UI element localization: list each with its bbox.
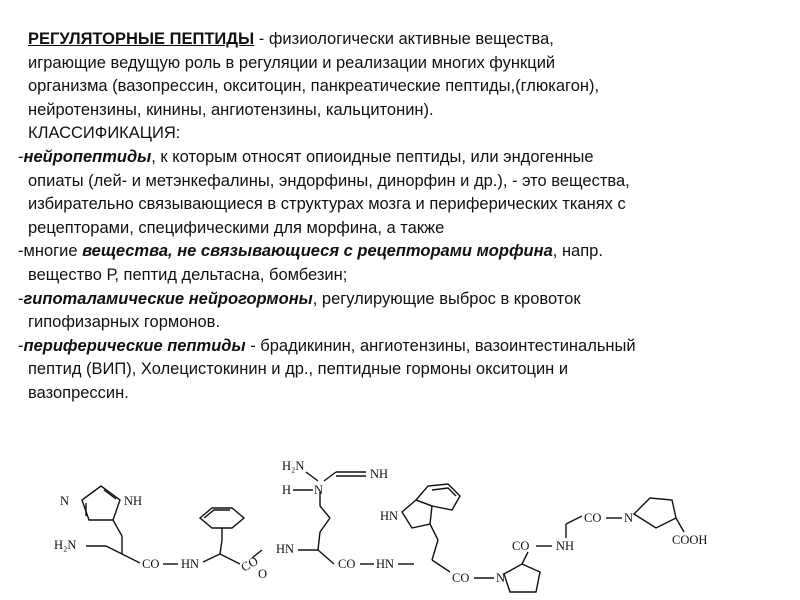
atom-label-co-1: CO: [142, 557, 160, 571]
bond: [566, 516, 582, 524]
neuropeptides-line-4: рецепторами, специфическими для морфина, а также: [28, 218, 445, 237]
bond: [104, 490, 116, 499]
atom-label-co-5: CO: [512, 539, 530, 553]
atom-label-hn-3: HN: [376, 557, 395, 571]
atom-label-nh: NH: [124, 494, 143, 508]
bond: [122, 554, 140, 563]
atom-label-n-guan: N: [314, 483, 324, 497]
peripheral-line-1: - брадикинин, ангиотензины, вазоинтестинальный: [245, 336, 636, 355]
atom-label-hn-1: HN: [181, 557, 200, 571]
atom-label-co-6: CO: [584, 511, 602, 525]
bond: [306, 472, 318, 481]
atom-label-cooh: COOH: [672, 533, 708, 547]
definition-line-3: организма (вазопрессин, окситоцин, панкреатические пептиды,(глюкагон),: [28, 77, 600, 96]
term-hypothalamic: гипоталамические нейрогормоны: [23, 289, 313, 308]
atom-label-hn-2: HN: [276, 542, 295, 556]
bond: [676, 518, 684, 532]
proline-ring-2: [634, 498, 676, 528]
atom-label-nh-top: NH: [370, 467, 389, 481]
definition-paragraph: [18, 28, 788, 122]
bond: [203, 554, 220, 562]
imidazole-ring: [82, 486, 120, 520]
proline-ring-1: [504, 564, 540, 592]
non-binding-prefix: -многие: [18, 242, 83, 261]
bond: [430, 524, 438, 540]
hypothalamic-line-2: гипофизарных гормонов.: [28, 313, 221, 332]
neuropeptides-line-1: , к которым относят опиоидные пептиды, или эндогенные: [151, 147, 594, 166]
atom-label-hn-indole: HN: [380, 509, 399, 523]
definition-term: РЕГУЛЯТОРНЫЕ ПЕПТИДЫ: [28, 30, 255, 48]
bond: [320, 506, 330, 518]
atom-label-nh-gly: NH: [556, 539, 575, 553]
bond: [522, 552, 528, 564]
bond: [318, 550, 334, 564]
bond: [432, 560, 450, 572]
indole-benzene-ring: [416, 484, 460, 510]
bond: [106, 546, 122, 554]
item-dash: -: [18, 289, 24, 308]
bond: [113, 520, 122, 536]
atom-label-co-2: CO: [238, 553, 261, 575]
bond: [220, 540, 222, 554]
non-binding-line-2: вещество Р, пептид дельтасна, бомбезин;: [28, 265, 348, 284]
atom-label-n: N: [60, 494, 70, 508]
item-dash: -: [18, 147, 24, 166]
bond: [320, 518, 330, 532]
peripheral-line-3: вазопрессин.: [28, 383, 129, 402]
peptide-structural-formula: [0, 448, 800, 600]
item-hypothalamic: [18, 288, 788, 335]
non-binding-line-1: , напр.: [552, 242, 603, 261]
bond: [432, 540, 438, 560]
bond: [220, 554, 240, 564]
atom-label-n-pro1: N: [496, 571, 506, 585]
atom-label-co-3: CO: [338, 557, 356, 571]
atom-label-h2n-top: H₂N: [282, 459, 305, 473]
atom-label-h2n: H₂N: [54, 538, 77, 552]
atom-label-h: H: [282, 483, 292, 497]
atom-label-o: O: [258, 567, 268, 581]
atom-label-n-pro2: N: [624, 511, 634, 525]
neuropeptides-line-2: опиаты (лей- и метэнкефалины, эндорфины, динорфин и др.), - это вещества,: [28, 171, 630, 190]
item-neuropeptides: [18, 146, 788, 240]
definition-line-2: играющие ведущую роль в регуляции и реализации многих функций: [28, 53, 556, 72]
bond: [318, 532, 320, 550]
item-non-binding: [18, 240, 788, 287]
definition-line-4: нейротензины, кинины, ангиотензины, кальцитонин).: [28, 100, 434, 119]
peripheral-line-2: пептид (ВИП), Холецистокинин и др., пептидные гормоны окситоцин и: [28, 360, 569, 379]
neuropeptides-line-3: избирательно связывающиеся в структурах мозга и периферических тканях с: [28, 195, 626, 214]
definition-line-1: - физиологически активные вещества,: [254, 30, 554, 48]
term-non-binding: вещества, не связывающиеся с рецепторами морфина: [82, 242, 553, 261]
classification-heading: КЛАССИФИКАЦИЯ:: [28, 124, 181, 143]
benzene-ring: [200, 508, 244, 528]
item-dash: -: [18, 336, 24, 355]
atom-label-co-4: CO: [452, 571, 470, 585]
term-neuropeptides: нейропептиды: [23, 147, 152, 166]
hypothalamic-line-1: , регулирующие выброс в кровоток: [312, 289, 581, 308]
text-block: [18, 28, 788, 406]
term-peripheral: периферические пептиды: [23, 336, 246, 355]
bond: [324, 472, 336, 481]
item-peripheral: [18, 335, 788, 406]
